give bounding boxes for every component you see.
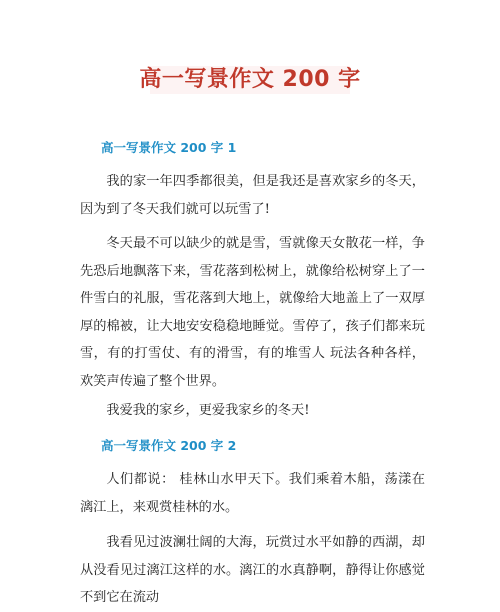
paragraph-2-2: 我看见过波澜壮阔的大海，玩赏过水平如静的西湖，却从没看见过漓江这样的水。漓江的水真静啊，静得让你感觉不到它在流动 [80, 535, 425, 605]
section-heading-2: 高一写景作文 200 字 2 [101, 438, 237, 453]
paragraph-2-1: 人们都说： 桂林山水甲天下。我们乘着木船，荡漾在漓江上，来观赏桂林的水。 [80, 472, 425, 515]
paragraph-1-1: 我的家一年四季都很美，但是我还是喜欢家乡的冬天，因为到了冬天我们就可以玩雪了! [80, 174, 425, 217]
section-heading-1: 高一写景作文 200 字 1 [101, 140, 237, 155]
paragraph-1-3: 我爱我的家乡，更爱我家乡的冬天! [106, 403, 310, 418]
paragraph-1-2: 冬天最不可以缺少的就是雪，雪就像天女散花一样，争先恐后地飘落下来，雪花落到松树上，就像给松树穿上了一件雪白的礼服，雪花落到大地上，就像给大地盖上了一双厚厚的棉被，让大地安安稳稳地睡觉。雪停了，孩子们都来玩雪，有的打雪仗、有的滑雪，有的堆雪人 玩法各种各样，欢笑声传遍了整个世界。 [80, 236, 425, 389]
document-title: 高一写景作文 200 字 [139, 67, 361, 92]
